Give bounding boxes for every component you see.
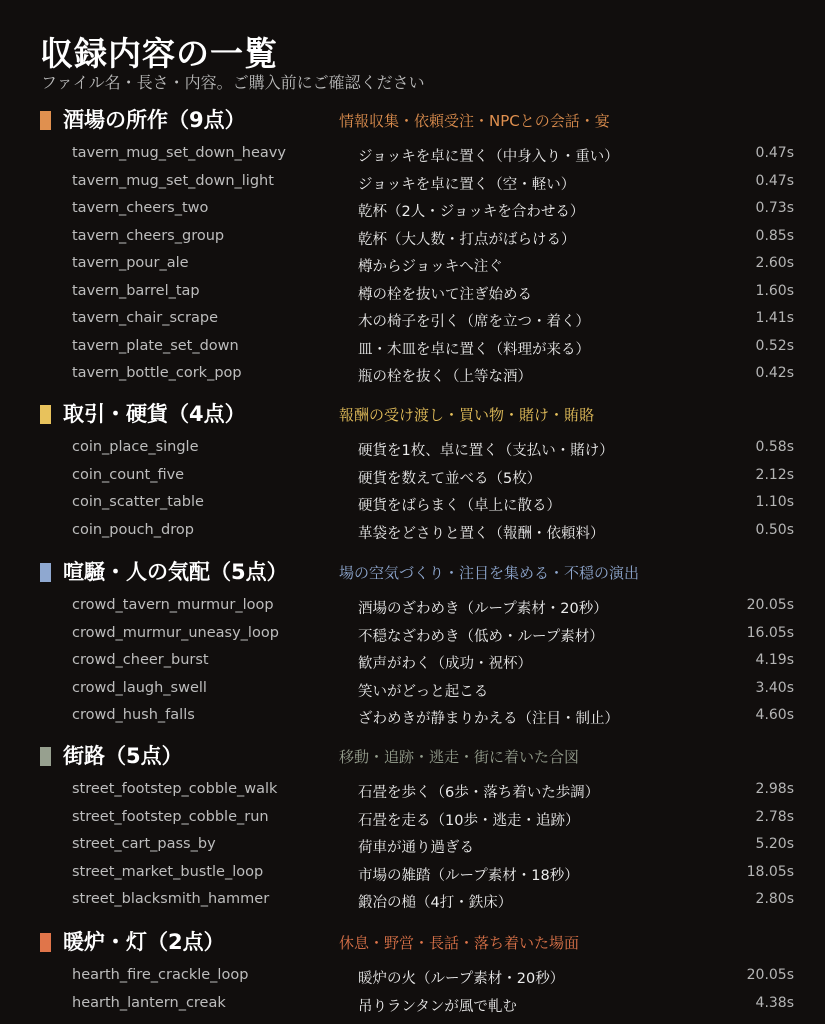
list-item [0, 647, 825, 675]
file-name: crowd_laugh_swell [72, 679, 207, 696]
file-length: 4.19s [755, 652, 794, 668]
section-marker [40, 563, 51, 582]
section-title: 取引・硬貨（4点） [63, 402, 246, 426]
list-item [0, 462, 825, 490]
section-header [0, 552, 825, 592]
section-description: 情報収集・依頼受注・NPCとの会話・宴 [339, 112, 610, 130]
list-item [0, 517, 825, 545]
file-length: 2.78s [755, 808, 794, 825]
file-length: 18.05s [746, 863, 794, 880]
section-title: 暖炉・灯（2点） [63, 930, 225, 954]
file-description: 歓声がわく（成功・祝杯） [358, 656, 532, 672]
file-length: 20.05s [746, 597, 794, 613]
file-length: 0.50s [755, 521, 794, 538]
list-item [0, 140, 825, 168]
list-item [0, 333, 825, 361]
list-item [0, 434, 825, 462]
file-name: tavern_bottle_cork_pop [72, 365, 242, 381]
file-description: 吊りランタンが風で軋む [358, 998, 517, 1015]
section [0, 552, 825, 730]
list-item [0, 168, 825, 196]
file-name: hearth_lantern_creak [72, 994, 226, 1011]
file-description: 乾杯（大人数・打点がばらける） [358, 231, 576, 248]
list-item [0, 776, 825, 804]
file-length: 0.42s [755, 365, 794, 381]
file-name: crowd_tavern_murmur_loop [72, 597, 274, 613]
file-description: 硬貨をばらまく（卓上に散る） [358, 498, 561, 514]
file-length: 0.58s [755, 439, 794, 455]
list-item [0, 489, 825, 517]
file-name: crowd_murmur_uneasy_loop [72, 624, 279, 641]
list-item [0, 859, 825, 887]
section-header [0, 394, 825, 434]
section [0, 100, 825, 388]
file-name: street_footstep_cobble_walk [72, 781, 278, 797]
section [0, 394, 825, 544]
file-description: ざわめきが静まりかえる（注目・制止） [358, 711, 619, 727]
file-name: tavern_cheers_two [72, 200, 209, 216]
list-item [0, 195, 825, 223]
file-length: 2.12s [755, 466, 794, 483]
file-name: street_cart_pass_by [72, 836, 216, 852]
list-item [0, 305, 825, 333]
page-subtitle: ファイル名・長さ・内容。ご購入前にご確認ください [41, 73, 425, 92]
list-item [0, 223, 825, 251]
list-item [0, 360, 825, 388]
file-name: tavern_barrel_tap [72, 282, 200, 299]
file-name: street_market_bustle_loop [72, 863, 264, 880]
file-description: 硬貨を数えて並べる（5枚） [358, 470, 542, 487]
file-name: tavern_plate_set_down [72, 337, 239, 354]
file-name: coin_count_five [72, 466, 185, 483]
file-length: 1.10s [755, 494, 794, 510]
file-description: 酒場のざわめき（ループ素材・20秒） [358, 601, 608, 617]
file-length: 0.85s [755, 227, 794, 244]
section-description: 報酬の受け渡し・買い物・賭け・賄賂 [339, 406, 595, 424]
file-length: 16.05s [746, 624, 794, 641]
file-name: tavern_mug_set_down_heavy [72, 145, 286, 161]
section-title: 喧騒・人の気配（5点） [63, 560, 288, 584]
file-length: 4.60s [755, 707, 794, 723]
file-description: 樽からジョッキへ注ぐ [358, 259, 503, 275]
file-name: crowd_hush_falls [72, 707, 195, 723]
file-name: tavern_chair_scrape [72, 310, 219, 326]
file-name: coin_place_single [72, 439, 199, 455]
file-length: 2.60s [755, 255, 794, 271]
section-marker [40, 405, 51, 424]
list-item [0, 990, 825, 1018]
section-description: 休息・野営・長話・落ち着いた場面 [339, 934, 580, 952]
list-item [0, 886, 825, 914]
list-item [0, 278, 825, 306]
file-length: 0.47s [755, 145, 794, 161]
file-description: 笑いがどっと起こる [358, 683, 489, 700]
section-title: 街路（5点） [63, 744, 183, 768]
section-description: 場の空気づくり・注目を集める・不穏の演出 [339, 564, 640, 582]
file-description: 不穏なざわめき（低め・ループ素材） [358, 628, 604, 645]
file-description: 石畳を歩く（6歩・落ち着いた歩調） [358, 785, 600, 801]
file-description: ジョッキを卓に置く（空・軽い） [358, 176, 576, 193]
section-header [0, 736, 825, 776]
file-name: hearth_fire_crackle_loop [72, 967, 249, 983]
file-description: 市場の雑踏（ループ素材・18秒） [358, 867, 579, 884]
section-description: 移動・追跡・逃走・街に着いた合図 [339, 748, 580, 766]
section-title: 酒場の所作（9点） [63, 108, 246, 132]
file-name: coin_pouch_drop [72, 521, 194, 538]
list-item [0, 620, 825, 648]
file-length: 5.20s [755, 836, 794, 852]
list-item [0, 250, 825, 278]
list-item [0, 702, 825, 730]
file-description: 鍛冶の槌（4打・鉄床） [358, 895, 513, 911]
file-length: 20.05s [746, 967, 794, 983]
file-length: 1.41s [755, 310, 794, 326]
file-length: 4.38s [755, 994, 794, 1011]
file-name: tavern_cheers_group [72, 227, 225, 244]
file-description: ジョッキを卓に置く（中身入り・重い） [358, 149, 619, 165]
file-name: street_footstep_cobble_run [72, 808, 269, 825]
file-name: tavern_mug_set_down_light [72, 172, 274, 189]
section-header [0, 922, 825, 962]
file-name: street_blacksmith_hammer [72, 891, 270, 907]
file-length: 0.73s [755, 200, 794, 216]
file-length: 1.60s [755, 282, 794, 299]
file-description: 木の椅子を引く（席を立つ・着く） [358, 314, 590, 330]
file-description: 皿・木皿を卓に置く（料理が来る） [358, 341, 590, 358]
file-description: 樽の栓を抜いて注ぎ始める [358, 286, 532, 303]
file-length: 0.52s [755, 337, 794, 354]
section-marker [40, 747, 51, 766]
section-header [0, 100, 825, 140]
page-title: 収録内容の一覧 [40, 34, 278, 73]
file-description: 石畳を走る（10歩・逃走・追跡） [358, 812, 580, 829]
file-name: coin_scatter_table [72, 494, 204, 510]
section [0, 736, 825, 914]
list-item [0, 592, 825, 620]
list-item [0, 962, 825, 990]
file-description: 荷車が通り過ぎる [358, 840, 474, 856]
file-length: 2.80s [755, 891, 794, 907]
file-description: 瓶の栓を抜く（上等な酒） [358, 369, 532, 385]
file-description: 革袋をどさりと置く（報酬・依頼料） [358, 525, 605, 542]
file-name: crowd_cheer_burst [72, 652, 209, 668]
list-item [0, 831, 825, 859]
file-name: tavern_pour_ale [72, 255, 189, 271]
file-description: 硬貨を1枚、卓に置く（支払い・賭け） [358, 443, 614, 459]
list-item [0, 804, 825, 832]
section-marker [40, 933, 51, 952]
section [0, 922, 825, 1017]
file-description: 乾杯（2人・ジョッキを合わせる） [358, 204, 585, 220]
file-length: 0.47s [755, 172, 794, 189]
file-length: 3.40s [755, 679, 794, 696]
file-length: 2.98s [755, 781, 794, 797]
file-description: 暖炉の火（ループ素材・20秒） [358, 971, 565, 987]
section-marker [40, 111, 51, 130]
list-item [0, 675, 825, 703]
